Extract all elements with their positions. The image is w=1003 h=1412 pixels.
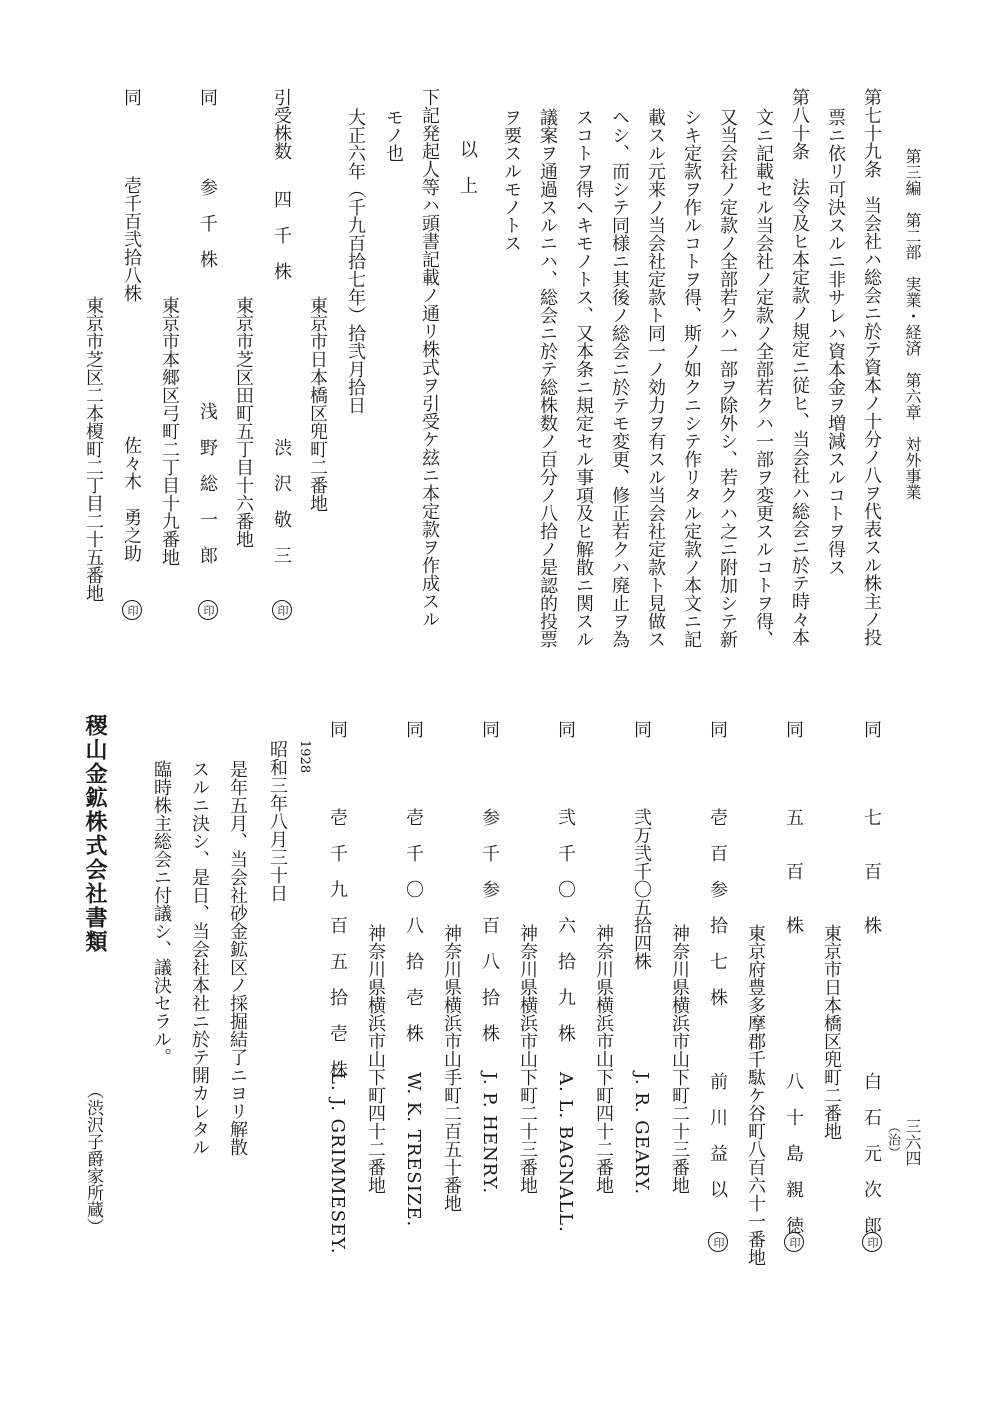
- closing-date: 昭和三年八月三十日: [267, 740, 288, 902]
- maekawa-address: 神奈川県横浜市山下町二十三番地: [669, 924, 690, 1194]
- maekawa-shares: 壱 百 参 拾 七 株: [707, 808, 728, 1006]
- article-80-line-7: スコトヲ得ヘキモノトス、又本条ニ規定セル事項及ヒ解散ニ関スル: [573, 108, 594, 648]
- correction-note: （治）: [885, 1120, 900, 1159]
- same-label: 同: [555, 720, 576, 738]
- bagnall-shares: 弐 千 〇 六 拾 九 株: [555, 808, 576, 1042]
- establishment-date: 大正六年（千九百拾七年）拾弐月拾日: [345, 108, 366, 414]
- yasojima-shares: 五 百 株: [783, 808, 804, 934]
- running-title: 第三編 第二部 実業・経済 第六章 対外事業: [903, 148, 922, 500]
- henry-shares: 参 千 参 百 八 拾 株: [479, 808, 500, 1042]
- asano-address: 東京市芝区田町五丁目十六番地: [233, 296, 254, 548]
- shibusawa-name: 渋 沢 敬 三: [271, 438, 292, 564]
- year-note: 1928: [297, 740, 312, 774]
- article-79-line-2: 票ニ依リ可決スルニ非サレハ資本金ヲ増減スルコトヲ得ス: [825, 108, 846, 576]
- article-80-line-8: 議案ヲ通過スルニハ、総会ニ於テ総株数ノ百分ノ八拾ノ是認的投票: [537, 108, 558, 648]
- same-label: 同: [121, 88, 142, 106]
- article-80-line-2: 文ニ記載セル当会社ノ定款ノ全部若クハ一部ヲ変更スルコトヲ得、: [753, 108, 774, 648]
- source-note: （渋沢子爵家所蔵）: [83, 1082, 103, 1235]
- geary-shares: 弐万弐千〇五拾四株: [631, 808, 652, 970]
- seal-stamp: 印: [198, 600, 218, 620]
- seal-stamp: 印: [862, 1232, 882, 1252]
- same-label: 同: [403, 720, 424, 738]
- article-80-line-6: ヘシ、而シテ同様ニ其後ノ総会ニ於テモ変更、修正若クハ廃止ヲ為: [609, 108, 630, 648]
- shiraishi-address: 東京市日本橋区兜町二番地: [821, 924, 842, 1140]
- same-label: 同: [631, 720, 652, 738]
- maekawa-name: 前 川 益 以: [707, 1072, 728, 1198]
- promoter-intro-line-1: 下記発起人等ハ頭書記載ノ通リ株式ヲ引受ケ玆ニ本定款ヲ作成スル: [419, 88, 440, 628]
- article-80-line-9: ヲ要スルモノトス: [501, 108, 522, 252]
- same-label: 同: [197, 88, 218, 106]
- same-label: 同: [707, 720, 728, 738]
- document-title: 稷山金鉱株式会社書類: [82, 714, 108, 954]
- seal-stamp: 印: [708, 1232, 728, 1252]
- same-label: 同: [479, 720, 500, 738]
- shibusawa-address: 東京市日本橋区兜町二番地: [307, 296, 328, 512]
- article-80-line-1: 第八十条 法令及ヒ本定款ノ規定ニ従ヒ、当会社ハ総会ニ於テ時々本: [789, 88, 810, 646]
- bagnall-address: 神奈川県横浜市山下町二十三番地: [517, 924, 538, 1194]
- seal-stamp: 印: [122, 600, 142, 620]
- tresize-shares: 壱 千 〇 八 拾 壱 株: [403, 808, 424, 1042]
- bagnall-name: A. L. BAGNALL.: [555, 1072, 576, 1233]
- page-number: 三六四: [903, 1118, 922, 1166]
- sasaki-name: 佐々木 勇之助: [121, 436, 142, 562]
- shiraishi-shares: 七 百 株: [861, 808, 882, 934]
- promoter-intro-line-2: モノ也: [383, 108, 404, 162]
- yasojima-name: 八 十 島 親 徳: [783, 1072, 804, 1234]
- seal-stamp: 印: [272, 600, 292, 620]
- same-label: 同: [783, 720, 804, 738]
- same-label: 同: [327, 720, 348, 738]
- henry-address: 神奈川県横浜市山手町二百五十番地: [441, 924, 462, 1212]
- article-80-line-4: シキ定款ヲ作ルコトヲ得、斯ノ如クニシテ作リタル定款ノ本文ニ記: [681, 108, 702, 648]
- article-80-line-5: 載スル元来ノ当会社定款ト同一ノ効力ヲ有スル当会社定款ト見做ス: [645, 108, 666, 648]
- shibusawa-shares: 四 千 株: [271, 190, 292, 280]
- same-label: 同: [861, 720, 882, 738]
- tresize-address: 神奈川県横浜市山下町四十二番地: [365, 924, 386, 1194]
- last-upper-address: 東京市芝区二本榎町二丁目二十五番地: [83, 296, 104, 602]
- closing-body-line-1: 是年五月、当会社砂金鉱区ノ採掘結了ニヨリ解散: [227, 760, 248, 1156]
- closing-body-line-2: スルニ決シ、是日、当会社本社ニ於テ開カレタル: [189, 760, 210, 1156]
- ijo: 以 上: [457, 140, 478, 194]
- grimmesey-name: L. J. GRIMMESEY.: [327, 1072, 348, 1255]
- geary-address: 神奈川県横浜市山下町四十二番地: [593, 924, 614, 1194]
- label-shares: 引受株数: [271, 88, 292, 160]
- geary-name: J. R. GEARY.: [631, 1072, 652, 1196]
- grimmesey-shares: 壱 千 九 百 五 拾 壱 株: [327, 808, 348, 1078]
- sasaki-address: 東京市本郷区弓町二丁目十九番地: [159, 296, 180, 566]
- henry-name: J. P. HENRY.: [479, 1072, 500, 1195]
- shiraishi-name: 白 石 元 次 郎: [861, 1072, 882, 1234]
- article-79-line-1: 第七十九条 当会社ハ総会ニ於テ資本ノ十分ノ八ヲ代表スル株主ノ投: [861, 88, 882, 646]
- tresize-name: W. K. TRESIZE.: [403, 1072, 424, 1228]
- closing-body-line-3: 臨時株主総会ニ付議シ、議決セラル。: [151, 760, 172, 1066]
- seal-stamp: 印: [784, 1232, 804, 1252]
- asano-name: 浅 野 総 一 郎: [197, 402, 218, 564]
- yasojima-address: 東京府豊多摩郡千駄ケ谷町八百六十一番地: [745, 924, 766, 1266]
- asano-shares: 参 千 株: [197, 178, 218, 268]
- article-80-line-3: 又当会社ノ定款ノ全部若クハ一部ヲ除外シ、若クハ之ニ附加シテ新: [717, 108, 738, 648]
- sasaki-shares: 壱千百弐拾八株: [121, 176, 142, 302]
